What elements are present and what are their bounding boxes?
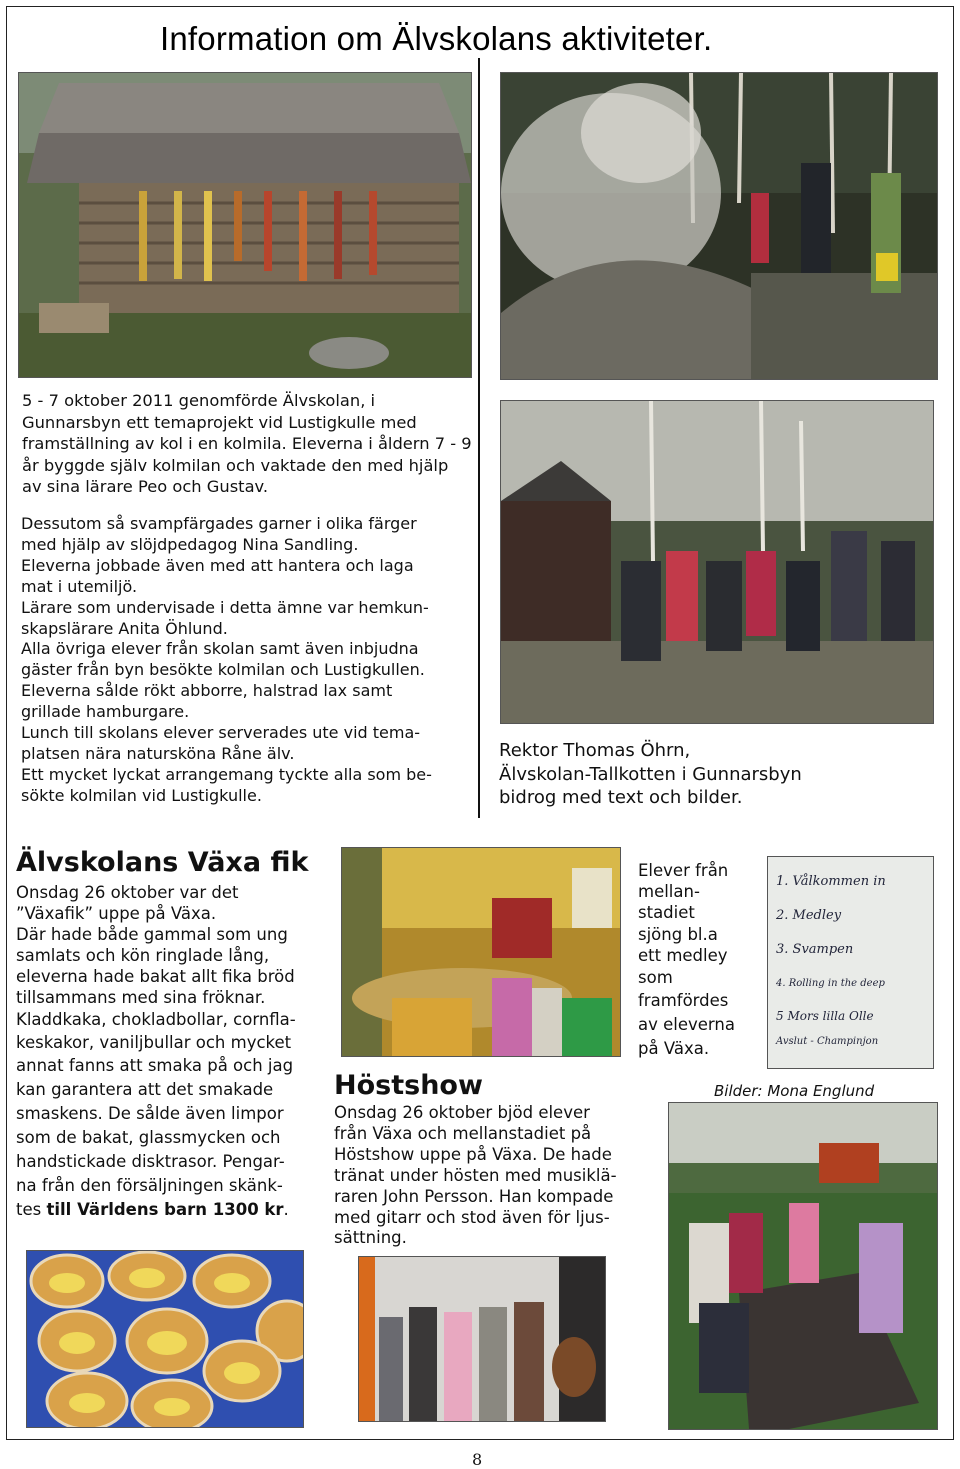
photo-cabin xyxy=(18,72,472,378)
text-line: eleverna hade bakat allt fika bröd xyxy=(16,967,295,986)
photo-choir xyxy=(358,1256,606,1422)
text-line: grillade hamburgare. xyxy=(21,702,190,722)
text-line: sökte kolmilan vid Lustigkulle. xyxy=(21,785,262,805)
text-line: Eleverna sålde rökt abborre, halstrad lax samt xyxy=(21,681,393,701)
text-line: ”Växafik” uppe på Växa. xyxy=(16,904,217,923)
text-line xyxy=(16,1198,336,1222)
text-line: Kladdkaka, chokladbollar, cornfla- xyxy=(16,1010,296,1029)
credit-line: bidrog med text och bilder. xyxy=(499,787,743,808)
board-item: 1. Vålkommen in xyxy=(776,874,886,889)
text-line: stadiet xyxy=(638,903,695,923)
hostshow-body xyxy=(334,1103,634,1249)
text-line: tillsammans med sina fröknar. xyxy=(16,988,266,1007)
text-line: Lärare som undervisade i detta ämne var hemkun- xyxy=(21,597,429,617)
board-item: Avslut - Champinjon xyxy=(776,1036,879,1047)
text-line: ett medley xyxy=(638,945,728,965)
page-title: Information om Älvskolans aktiviteter. xyxy=(160,20,713,57)
board-item: 4. Rolling in the deep xyxy=(776,978,885,989)
text-line: keskakor, vaniljbullar och mycket xyxy=(16,1033,292,1052)
photo-picnic xyxy=(668,1102,938,1430)
text-span: . xyxy=(283,1200,289,1219)
text-line: med hjälp av slöjdpedagog Nina Sandling. xyxy=(21,534,359,554)
credit-line: Älvskolan-Tallkotten i Gunnarsbyn xyxy=(499,763,802,785)
text-line: med gitarr och stod även för ljus- xyxy=(334,1207,610,1227)
top-article-paragraph: 5 - 7 oktober 2011 genomförde Älvskolan, i Gunnarsbyn ett temaprojekt vid Lustigkulle med framställning av kol i en kolmila. Eleverna i åldern 7 - 9 år byggde själv kolmilan och vaktade den med hjälp av sina lärare Peo och Gustav. xyxy=(22,391,472,496)
vaxa-fik-heading: Älvskolans Växa fik xyxy=(16,847,309,878)
photo-cafe xyxy=(341,847,621,1057)
photo-credit: Bilder: Mona Englund xyxy=(714,1082,875,1100)
text-line: handstickade disktrasor. Pengar- xyxy=(16,1152,285,1171)
board-item: 5 Mors lilla Olle xyxy=(776,1009,874,1023)
text-line: som xyxy=(638,968,673,988)
text-line: tränat under hösten med musiklä- xyxy=(334,1165,617,1185)
text-line: gäster från byn besökte kolmilan och Lustigkullen. xyxy=(21,660,425,680)
text-line: annat fanns att smaka på och jag xyxy=(16,1056,294,1075)
article-credit xyxy=(499,739,939,810)
text-line: platsen nära natursköna Råne älv. xyxy=(21,743,295,763)
text-span: tes xyxy=(16,1200,47,1219)
text-line: skapslärare Anita Öhlund. xyxy=(21,618,228,638)
text-line: framfördes xyxy=(638,991,729,1011)
vaxa-fik-body xyxy=(16,882,336,1222)
column-divider xyxy=(478,58,480,818)
medley-caption xyxy=(638,860,758,1061)
text-line: Ett mycket lyckat arrangemang tyckte alla som be- xyxy=(21,764,432,784)
hostshow-heading: Höstshow xyxy=(334,1070,483,1101)
board-list xyxy=(776,865,931,1053)
text-line: smaskens. De sålde även limpor xyxy=(16,1104,284,1123)
photo-whiteboard xyxy=(767,856,934,1069)
text-line: Höstshow uppe på Växa. De hade xyxy=(334,1144,612,1164)
credit-line: Rektor Thomas Öhrn, xyxy=(499,740,691,761)
text-line: kan garantera att det smakade xyxy=(16,1080,274,1099)
top-article-body xyxy=(21,514,476,807)
text-line: sättning. xyxy=(334,1228,407,1248)
text-line: Lunch till skolans elever serverades ute vid tema- xyxy=(21,723,421,743)
text-line: Onsdag 26 oktober var det xyxy=(16,883,239,902)
text-line: av eleverna xyxy=(638,1015,735,1035)
board-item: 3. Svampen xyxy=(776,942,854,957)
text-line: raren John Persson. Han kompade xyxy=(334,1186,614,1206)
text-line: Elever från xyxy=(638,861,729,880)
photo-buns xyxy=(26,1250,304,1428)
text-line: samlats och kön ringlade lång, xyxy=(16,946,270,965)
text-line: na från den försäljningen skänk- xyxy=(16,1176,283,1195)
board-item: 2. Medley xyxy=(776,908,842,923)
text-line: Där hade både gammal som ung xyxy=(16,925,288,944)
text-line: mat i utemiljö. xyxy=(21,576,138,596)
text-line: mellan- xyxy=(638,882,700,902)
text-line: Onsdag 26 oktober bjöd elever xyxy=(334,1103,590,1122)
text-line: från Växa och mellanstadiet på xyxy=(334,1123,592,1143)
text-line: Alla övriga elever från skolan samt även inbjudna xyxy=(21,639,419,659)
text-line: Eleverna jobbade även med att hantera och laga xyxy=(21,555,414,575)
text-line: som de bakat, glassmycken och xyxy=(16,1128,281,1147)
text-line: på Växa. xyxy=(638,1039,710,1059)
text-line: sjöng bl.a xyxy=(638,924,718,944)
photo-kolmila xyxy=(500,72,938,380)
donation-amount: till Världens barn 1300 kr xyxy=(46,1200,284,1219)
photo-group-outdoors xyxy=(500,400,934,724)
page-number: 8 xyxy=(472,1450,483,1469)
text-line: Dessutom så svampfärgades garner i olika färger xyxy=(21,514,417,533)
